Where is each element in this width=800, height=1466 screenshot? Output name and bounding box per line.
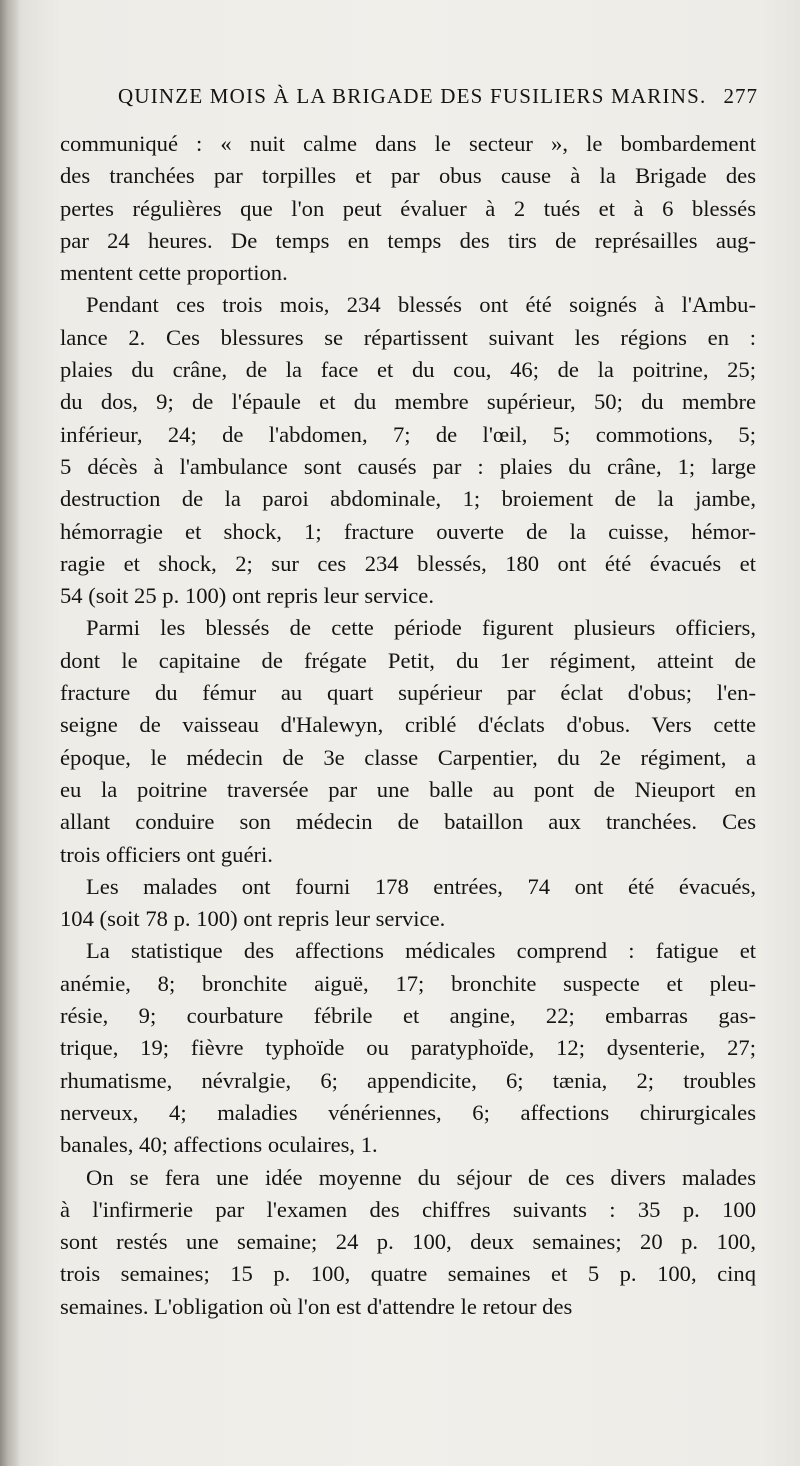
text-line: hémorragie et shock, 1; fracture ouverte de la cuisse, hémor- — [60, 518, 756, 544]
text-line: anémie, 8; bronchite aiguë, 17; bronchite suspecte et pleu- — [60, 970, 756, 996]
text-line: ragie et shock, 2; sur ces 234 blessés, 180 ont été évacués et — [60, 550, 756, 576]
text-line: 54 (soit 25 p. 100) ont repris leur service. — [60, 583, 434, 609]
text-line: trique, 19; fièvre typhoïde ou paratyphoïde, 12; dysenterie, 27; — [60, 1035, 756, 1061]
body-text — [60, 128, 756, 1323]
text-line: Pendant ces trois mois, 234 blessés ont été soignés à l'Ambu- — [86, 292, 756, 318]
page-number: 277 — [723, 84, 758, 108]
paragraph — [60, 612, 756, 870]
text-line: Parmi les blessés de cette période figurent plusieurs officiers, — [86, 615, 756, 641]
text-line: On se fera une idée moyenne du séjour de ces divers malades — [86, 1164, 756, 1190]
text-line: dont le capitaine de frégate Petit, du 1er régiment, atteint de — [60, 647, 756, 673]
text-line: communiqué : « nuit calme dans le secteur », le bombardement — [60, 131, 756, 156]
text-line: pertes régulières que l'on peut évaluer à 2 tués et à 6 blessés — [60, 195, 756, 221]
page-edge-shadow — [0, 0, 20, 1466]
running-title: QUINZE MOIS À LA BRIGADE DES FUSILIERS MARINS. — [118, 84, 707, 108]
text-line: lance 2. Ces blessures se répartissent suivant les régions en : — [60, 324, 756, 350]
text-line: trois semaines; 15 p. 100, quatre semaines et 5 p. 100, cinq — [60, 1261, 756, 1287]
text-line: seigne de vaisseau d'Halewyn, criblé d'éclats d'obus. Vers cette — [60, 712, 756, 738]
text-line: 104 (soit 78 p. 100) ont repris leur service. — [60, 906, 446, 932]
text-line: nerveux, 4; maladies vénériennes, 6; affections chirurgicales — [60, 1099, 756, 1125]
paragraph — [60, 935, 756, 1161]
text-line: trois officiers ont guéri. — [60, 841, 273, 867]
text-line: rhumatisme, névralgie, 6; appendicite, 6; tænia, 2; troubles — [60, 1067, 756, 1093]
text-line: Les malades ont fourni 178 entrées, 74 ont été évacués, — [86, 873, 756, 899]
text-line: La statistique des affections médicales comprend : fatigue et — [86, 938, 756, 964]
paragraph — [60, 1162, 756, 1323]
running-head — [118, 84, 758, 109]
text-line: des tranchées par torpilles et par obus cause à la Brigade des — [60, 163, 756, 189]
text-line: par 24 heures. De temps en temps des tirs de représailles aug- — [60, 227, 756, 253]
text-line: du dos, 9; de l'épaule et du membre supérieur, 50; du membre — [60, 389, 756, 415]
text-line: inférieur, 24; de l'abdomen, 7; de l'œil, 5; commotions, 5; — [60, 421, 756, 447]
text-line: destruction de la paroi abdominale, 1; broiement de la jambe, — [60, 486, 756, 512]
paragraph — [60, 128, 756, 289]
text-line: 5 décès à l'ambulance sont causés par : plaies du crâne, 1; large — [60, 453, 756, 479]
paragraph — [60, 289, 756, 612]
text-line: banales, 40; affections oculaires, 1. — [60, 1132, 378, 1158]
text-line: eu la poitrine traversée par une balle au pont de Nieuport en — [60, 776, 756, 802]
text-line: semaines. L'obligation où l'on est d'attendre le retour des — [60, 1293, 573, 1319]
text-line: plaies du crâne, de la face et du cou, 46; de la poitrine, 25; — [60, 357, 756, 383]
text-line: époque, le médecin de 3e classe Carpentier, du 2e régiment, a — [60, 744, 756, 770]
text-line: fracture du fémur au quart supérieur par éclat d'obus; l'en- — [60, 680, 756, 706]
text-line: à l'infirmerie par l'examen des chiffres suivants : 35 p. 100 — [60, 1196, 756, 1222]
text-line: mentent cette proportion. — [60, 260, 288, 286]
paragraph — [60, 871, 756, 936]
text-line: allant conduire son médecin de bataillon aux tranchées. Ces — [60, 809, 756, 835]
text-line: sont restés une semaine; 24 p. 100, deux semaines; 20 p. 100, — [60, 1229, 756, 1255]
text-line: résie, 9; courbature fébrile et angine, 22; embarras gas- — [60, 1003, 756, 1029]
